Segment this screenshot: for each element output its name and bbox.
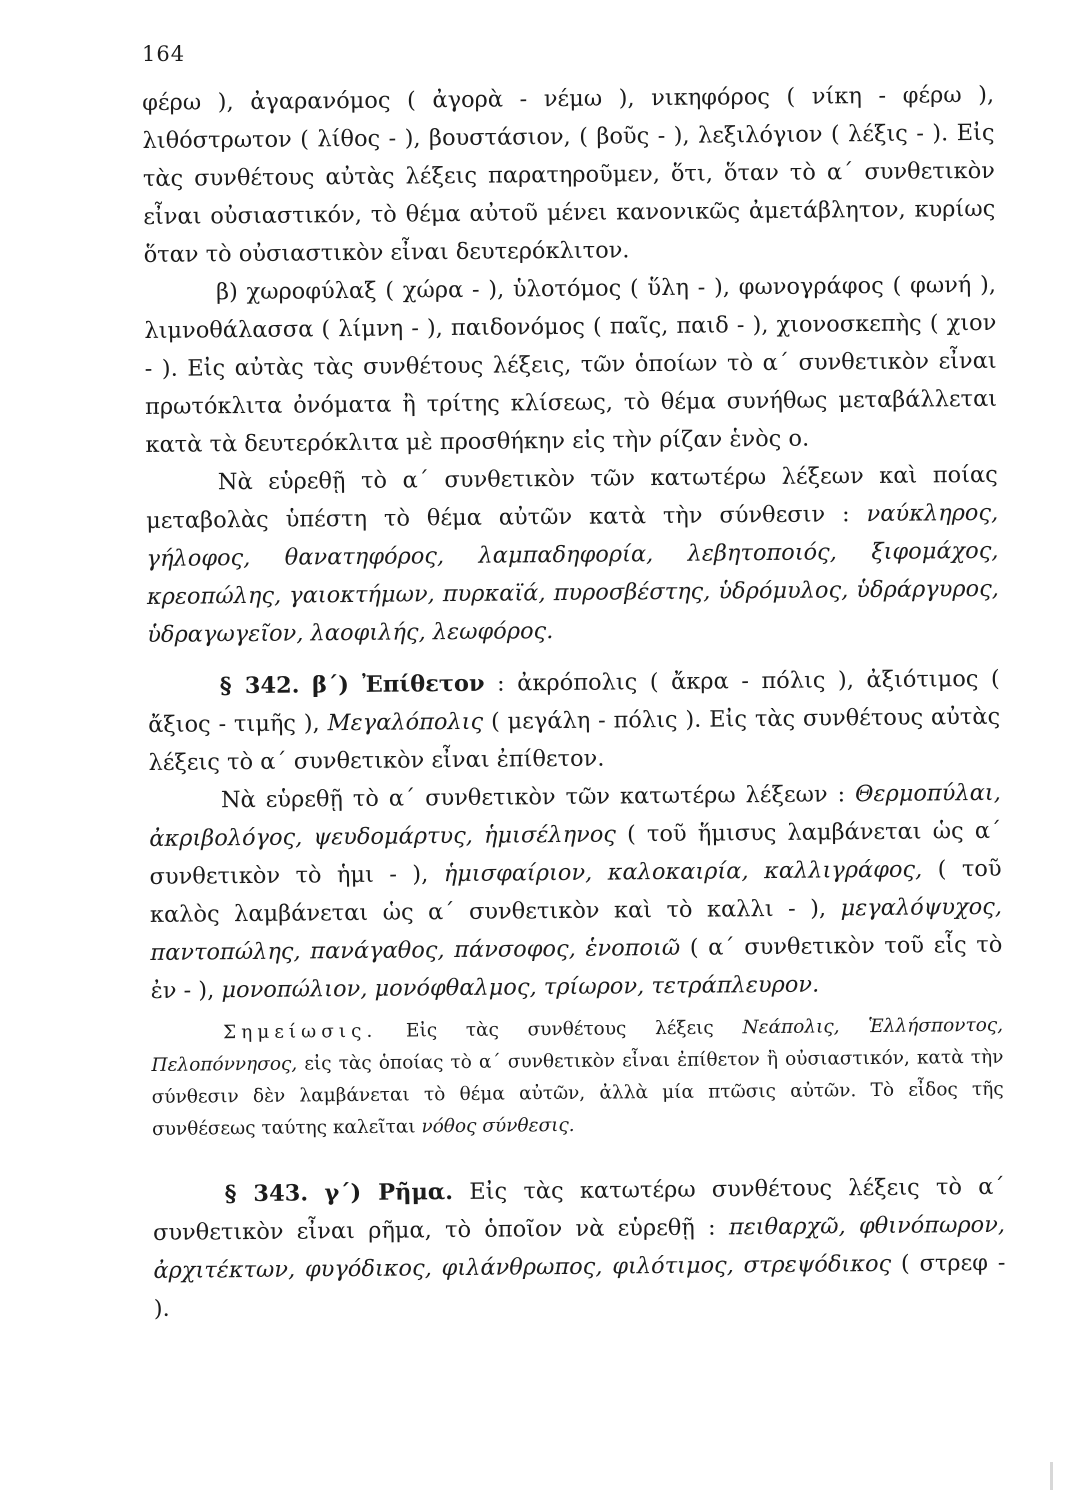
- note-text-1: Εἰς τὰς συνθέτους λέξεις: [377, 1017, 743, 1042]
- exercise-2-words-1: Θερμοπύλαι, ἀκριβολόγος, ψευδομάρτυς, ἡμισέληνος: [149, 779, 1001, 852]
- section-343-words: πειθαρχῶ, φθινόπωρον, ἀρχιτέκτων, φυγόδικος, φιλάνθρωπος, φιλότιμος, στρεψόδικος: [153, 1211, 1006, 1284]
- note: [151, 1010, 1004, 1146]
- paragraph-1-text: φέρω ), ἀγαρανόμος ( ἀγορὰ - νέμω ), νικηφόρος ( νίκη - φέρω ), λιθόστρωτον ( λίθος - ), βουστάσιον, ( βοῦς - ), λεξιλόγιον ( λέξις - ). Εἰς τὰς συνθέτους αὐτὰς λέξεις παρατηροῦμεν, ὅτι, ὅταν τὸ α΄ συνθετικὸν εἶναι οὐσιαστικόν, τὸ θέμα αὐτοῦ μένει κανονικῶς ἀμετάβλητον, κυρίως ὅταν τὸ οὐσιαστικὸν εἶναι δευτερόκλιτον.: [142, 81, 996, 268]
- paragraph-beta: [144, 266, 998, 464]
- exercise-1-lead: Νὰ εὑρεθῇ τὸ α΄ συνθετικὸν τῶν κατωτέρω λέξεων καὶ ποίας μεταβολὰς ὑπέστη τὸ θέμα αὐτῶν κατὰ τὴν σύνθεσιν :: [146, 461, 998, 534]
- paragraph-1: [142, 76, 996, 274]
- exercise-2-words-2: ἡμισφαίριον, καλοκαιρία, καλλιγράφος,: [443, 856, 923, 888]
- page-number: 164: [142, 42, 186, 66]
- exercise-2-words-4: μονοπώλιον, μονόφθαλμος, τρίωρον, τετράπλευρον.: [221, 971, 820, 1004]
- note-words-2: νόθος σύνθεσις.: [421, 1114, 575, 1138]
- note-label: Σημείωσις.: [223, 1020, 378, 1044]
- section-342-italic: Μεγαλόπολις: [327, 708, 484, 737]
- section-342-heading: β΄) Ἐπίθετον: [311, 670, 485, 699]
- note-text-2: εἰς τὰς ὁποίας τὸ α΄ συνθετικὸν εἶναι ἐπίθετον ἢ οὐσιαστικόν, κατὰ τὴν σύνθεσιν δὲν λαμβάνεται τὸ θέμα αὐτῶν, ἀλλὰ μία πτῶσις αὐτῶν. Τὸ εἶδος τῆς συνθέσεως ταύτης καλεῖται: [151, 1046, 1004, 1140]
- exercise-1-words: ναύκληρος, γήλοφος, θανατηφόρος, λαμπαδηφορία, λεβητοποιός, ξιφομάχος, κρεοπώλης, γαιοκτήμων, πυρκαϊά, πυροσβέστης, ὑδρόμυλος, ὑδράργυρος, ὑδραγωγεῖον, λαοφιλής, λεωφόρος.: [146, 499, 1000, 648]
- section-342-number: § 342.: [219, 672, 300, 700]
- section-342-text-b: ( μεγάλη - πόλις ). Εἰς τὰς συνθέτους αὐτὰς λέξεις τὸ α΄ συνθετικὸν εἶναι ἐπίθετον.: [148, 703, 1001, 776]
- section-343-number: § 343.: [224, 1180, 309, 1208]
- exercise-2-words-3: μεγαλόψυχος, παντοπώλης, πανάγαθος, πάνσοφος, ἑνοποιῶ: [150, 893, 1003, 966]
- paragraph-beta-text: β) χωροφύλαξ ( χώρα - ), ὑλοτόμος ( ὕλη - ), φωνογράφος ( φωνή ), λιμνοθάλασσα ( λίμνη - ), παιδονόμος ( παῖς, παιδ - ), χιονοσκεπὴς ( χιον - ). Εἰς αὐτὰς τὰς συνθέτους λέξεις, τῶν ὁποίων τὸ α΄ συνθετικὸν εἶναι πρωτόκλιτα ὀνόματα ἢ τρίτης κλίσεως, τὸ θέμα συνήθως μεταβάλλεται κατὰ τὰ δευτερόκλιτα μὲ προσθήκην εἰς τὴν ρίζαν ἑνὸς ο.: [144, 271, 998, 458]
- section-343: [152, 1168, 1005, 1328]
- exercise-2-lead: Νὰ εὑρεθῇ τὸ α΄ συνθετικὸν τῶν κατωτέρω λέξεων :: [220, 781, 856, 814]
- exercise-2-text-1: ( τοῦ ἥμισυς λαμβάνεται ὡς α΄ συνθετικὸν τὸ ἡμι - ),: [149, 817, 1002, 890]
- section-343-heading: γ΄) Ρῆμα.: [324, 1179, 454, 1207]
- section-342: [148, 660, 1001, 782]
- section-343-text: Εἰς τὰς κατωτέρω συνθέτους λέξεις τὸ α΄ συνθετικὸν εἶναι ρῆμα, τὸ ὁποῖον νὰ εὑρεθῇ :: [152, 1173, 1005, 1246]
- body-text: [142, 76, 1006, 1328]
- section-342-text-a: : ἀκρόπολις ( ἄκρα - πόλις ), ἀξιότιμος ( ἄξιος - τιμῆς ),: [148, 665, 1000, 738]
- exercise-2-text-3: ( α΄ συνθετικὸν τοῦ εἷς τὸ ἐν - ),: [150, 931, 1003, 1004]
- note-words-1: Νεάπολις, Ἑλλήσποντος, Πελοπόννησος,: [151, 1014, 1004, 1076]
- section-343-end: ( στρεφ - ).: [153, 1249, 1006, 1322]
- exercise-1: [146, 456, 1000, 654]
- scan-edge-mark: [1050, 1462, 1053, 1490]
- exercise-2-text-2: ( τοῦ καλὸς λαμβάνεται ὡς α΄ συνθετικὸν καὶ τὸ καλλι - ),: [149, 855, 1002, 928]
- exercise-2: [149, 774, 1003, 1010]
